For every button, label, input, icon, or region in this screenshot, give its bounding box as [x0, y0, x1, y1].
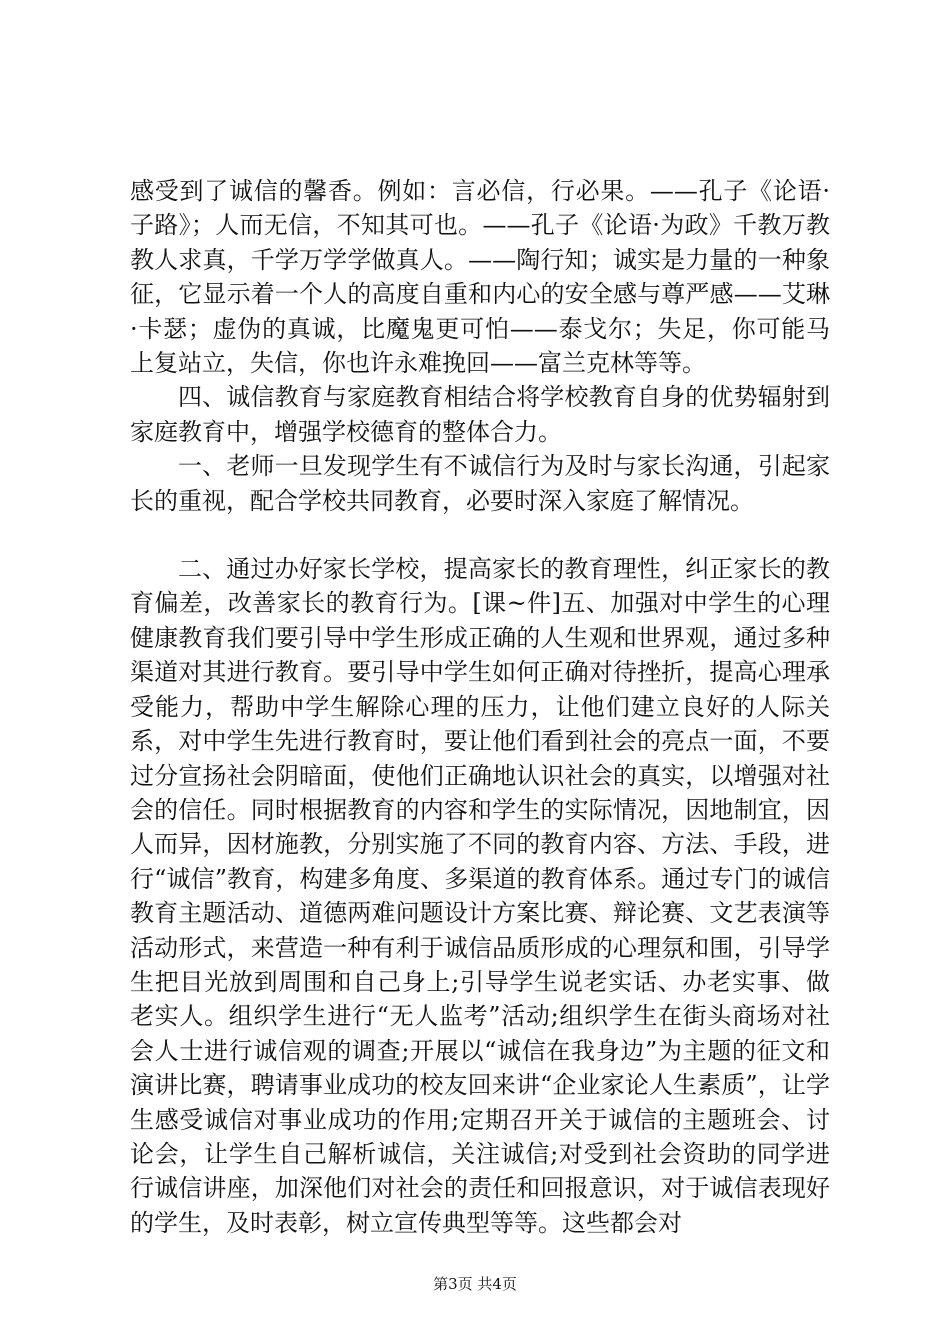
- paragraph-point-one: 一、老师一旦发现学生有不诚信行为及时与家长沟通，引起家长的重视，配合学校共同教育，必要时深入家庭了解情况。: [130, 452, 830, 515]
- paragraph-point-two: 二、通过办好家长学校，提高家长的教育理性，纠正家长的教育偏差，改善家长的教育行为。[课~件]五、加强对中学生的心理健康教育我们要引导中学生形成正确的人生观和世界观，通过多种渠道对其进行教育。要引导中学生如何正确对待挫折，提高心理承受能力，帮助中学生解除心理的压力，让他们建立良好的人际关系，对中学生先进行教育时，要让他们看到社会的亮点一面，不要过分宣扬社会阴暗面，使他们正确地认识社会的真实，以增强对社会的信任。同时根据教育的内容和学生的实际情况，因地制宜，因人而异，因材施教，分别实施了不同的教育内容、方法、手段，进行“诚信”教育，构建多角度、多渠道的教育体系。通过专门的诚信教育主题活动、道德两难问题设计方案比赛、辩论赛、文艺表演等活动形式，来营造一种有利于诚信品质形成的心理氛和围，引导学生把目光放到周围和自己身上;引导学生说老实话、办老实事、做老实人。组织学生进行“无人监考”活动;组织学生在街头商场对社会人士进行诚信观的调查;开展以“诚信在我身边”为主题的征文和演讲比赛，聘请事业成功的校友回来讲“企业家论人生素质”，让学生感受诚信对事业成功的作用;定期召开关于诚信的主题班会、讨论会，让学生自己解析诚信，关注诚信;对受到社会资助的同学进行诚信讲座，加深他们对社会的责任和回报意识，对于诚信表现好的学生，及时表彰，树立宣传典型等等。这些都会对: [130, 555, 830, 1237]
- paragraph-section-four: 四、诚信教育与家庭教育相结合将学校教育自身的优势辐射到家庭教育中，增强学校德育的整体合力。: [130, 383, 830, 446]
- document-body: [130, 174, 830, 1240]
- paragraph-quotes: 感受到了诚信的馨香。例如：言必信，行必果。——孔子《论语·子路》；人而无信，不知其可也。——孔子《论语·为政》千教万教教人求真，千学万学学做真人。——陶行知；诚实是力量的一种象征，它显示着一个人的高度自重和内心的安全感与尊严感——艾琳·卡瑟；虚伪的真诚，比魔鬼更可怕——泰戈尔；失足，你可能马上复站立，失信，你也许永难挽回——富兰克林等等。: [130, 177, 830, 378]
- page-number-footer: 第3页 共4页: [433, 1275, 517, 1293]
